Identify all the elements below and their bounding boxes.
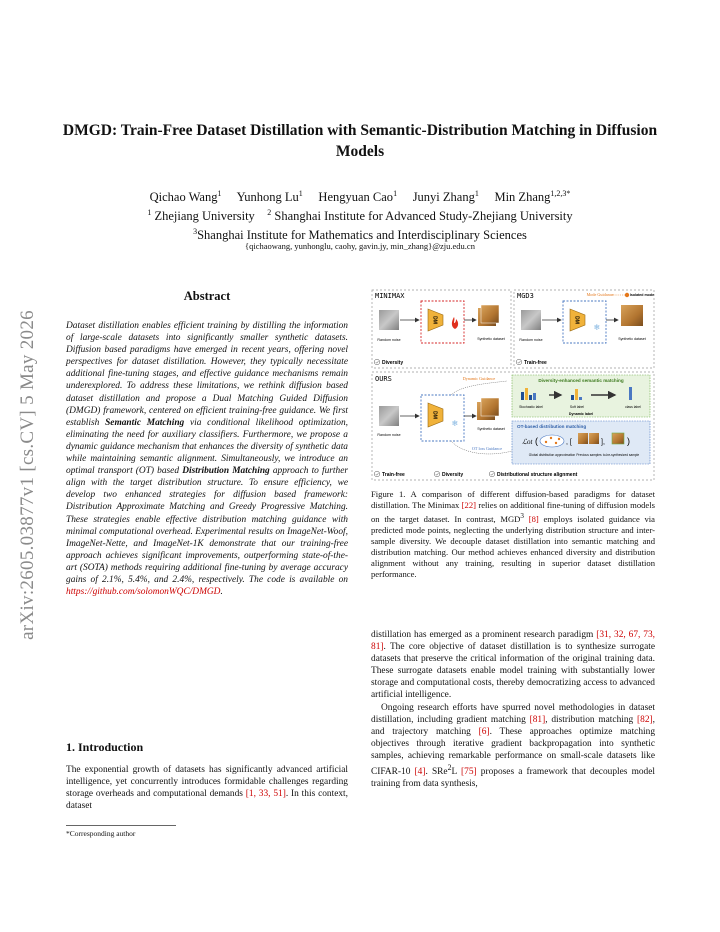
section-heading-introduction: 1. Introduction: [66, 740, 144, 754]
svg-text:DM: DM: [573, 316, 580, 324]
svg-text:class label: class label: [625, 405, 641, 409]
mode-guidance-label: Mode Guidance: [586, 292, 614, 297]
svg-text:(: (: [535, 436, 538, 446]
svg-text:, [: , [: [566, 439, 572, 446]
svg-text:Soft label: Soft label: [569, 405, 585, 409]
citation[interactable]: [8]: [528, 513, 539, 524]
affiliations-line-2: $^3$Shanghai Institute for Mathematics and Interdisciplinary Sciences: [193, 227, 527, 243]
panel-label-mgd3: MGD3: [517, 292, 534, 300]
svg-text:Train-free: Train-free: [524, 360, 547, 366]
citation[interactable]: [6]: [478, 726, 490, 737]
svg-text:],: ],: [601, 439, 605, 446]
code-link[interactable]: https://github.com/solomonWQC/DMGD: [66, 587, 221, 598]
svg-text:Diversity: Diversity: [382, 360, 404, 366]
svg-text:Train-free: Train-free: [382, 472, 405, 478]
svg-text:Stochastic label: Stochastic label: [519, 405, 543, 409]
ot-loss-symbol: ℒot: [522, 438, 533, 446]
svg-text:Diversity: Diversity: [442, 472, 464, 478]
check-icon: [374, 359, 380, 365]
svg-text:Isolated mode: Isolated mode: [629, 293, 655, 297]
arxiv-side-stamp: [14, 265, 42, 685]
svg-text:Random noise: Random noise: [519, 338, 543, 342]
svg-text:Global distribution approximat: Global distribution approximation: [528, 453, 576, 457]
panel-label-minimax: MINIMAX: [375, 292, 405, 300]
synthetic-dataset-label: Synthetic dataset: [477, 337, 505, 341]
svg-text:Distributional structure align: Distributional structure alignment: [497, 472, 578, 478]
author-names: Qichao Wang$^1$ Yunhong Lu$^1$ Hengyuan Cao$^1$ Junyi Zhang$^1$ Min Zhang$^{1,2,3*}$: [149, 189, 571, 205]
citation[interactable]: [4]: [414, 767, 426, 778]
dynamic-guidance-label: Dynamic Guidance: [462, 376, 496, 381]
arxiv-identifier: arXiv:2605.03877v1 [cs.CV] 5 May 2026: [17, 310, 38, 640]
svg-text:DM: DM: [431, 411, 438, 419]
svg-text:OT-based distribution matching: OT-based distribution matching: [517, 424, 587, 429]
mode-point: [625, 293, 629, 297]
fire-icon: [452, 317, 458, 329]
random-noise-image: [379, 310, 399, 330]
author-emails: {qichaowang, yunhonglu, caohy, gavin.jy, min_zhang}@zju.edu.cn: [245, 241, 475, 251]
footnote-corresponding-author: *Corresponding author: [66, 829, 136, 838]
paper-title: DMGD: Train-Free Dataset Distillation with Semantic-Distribution Matching in Diffusion Models: [62, 122, 658, 160]
svg-text:Diversity-enhanced semantic ma: Diversity-enhanced semantic matching: [538, 378, 624, 383]
svg-text:Synthetic dataset: Synthetic dataset: [618, 337, 646, 341]
citation[interactable]: [31, 32, 67, 73, 81]: [371, 630, 656, 653]
citation[interactable]: [82]: [637, 714, 653, 725]
svg-text:DM: DM: [431, 316, 438, 324]
abstract-heading: Abstract: [183, 289, 231, 303]
svg-text:Previous samples: Previous samples: [576, 453, 602, 457]
ot-loss-guidance-label: OT loss Guidance: [471, 446, 503, 451]
svg-text:Random noise: Random noise: [377, 433, 401, 437]
footnote-rule: [66, 825, 176, 826]
right-column-text: distillation has emerged as a prominent research paradigm [31, 32, 67, 73, 81]. The core objective of dataset distillation is to synthesize surrogate datasets that preserve the critical information of the original training data. These surrogate datasets enable model training with substantially lower storage and computational costs, thereby democratizing access to advanced artificial intelligence. Ongoing research efforts have spurred novel methodologies in dataset distillation, including gradient matching [81], distribution matching [82], and trajectory matching [6]. These approaches optimize matching objectives through iterative gradient backpropagation into synthetic samples, achieving remarkable performance on small-scale datasets like CIFAR-10 [4]. SRe$^2$L [75] proposes a framework that decouples model training from data synthesis,: [371, 630, 656, 790]
svg-text:Synthetic dataset: Synthetic dataset: [477, 427, 505, 431]
svg-text:❄: ❄: [451, 419, 459, 428]
snowflake-icon: ❄: [593, 323, 601, 332]
svg-text:to-be-synthesized sample: to-be-synthesized sample: [602, 453, 640, 457]
citation[interactable]: [81]: [529, 714, 546, 725]
figure-1-caption: Figure 1. A comparison of different diffusion-based paradigms for dataset distillation. The Minimax [22] relies on additional fine-tuning of diffusion models on the target dataset. In contrast, MGD$^3$ [8] employs isolated guidance via predicted mode points, neglecting the underlying distribution structure and inter-sample diversity. We decouple dataset distillation into semantic matching and distribution matching. Our method achieves enhanced diversity and distribution alignment without any training, resulting in superior dataset distillation performance.: [371, 489, 655, 579]
abstract-body: Dataset distillation enables efficient training by distilling the information of large-scale datasets into significantly smaller synthetic datasets. Diffusion based paradigms have emerged in recent years, offering novel perspectives for dataset distillation. However, they typically necessitate additional fine-tuning stages, and effective guidance mechanisms remain underexplored. To address these limitations, we rethink diffusion based dataset distillation and propose a Dual Matching Guided Diffusion (DMGD) framework, centered on efficient training-free guidance. We first establish Semantic Matching via conditional likelihood optimization, eliminating the need for auxiliary classifiers. Furthermore, we propose a dynamic guidance mechanism that enhances the diversity of synthetic data while maintaining semantic alignment. Simultaneously, we introduce an optimal transport (OT) based Distribution Matching approach to further align with the target distribution structure. To ensure efficiency, we develop two enhanced strategies for diffusion based framework: Distribution Approximate Matching and Greedy Progressive Matching. These strategies enable effective distribution matching guidance with minimal computational overhead. Experimental results on ImageNet-Woof, ImageNet-Nette, and ImageNet-1K demonstrate that our training-free approach achieves significant improvements, outperforming state-of-the-art (SOTA) methods requiring additional fine-tuning by average accuracy gains of 2.1%, 5.4%, and 2.4%, respectively. The code is available on https://github.com/solomonWQC/DMGD.: [66, 321, 349, 598]
author-block: [60, 186, 660, 243]
affiliations-line-1: $^1$ Zhejiang University $^2$ Shanghai Institute for Advanced Study-Zhejiang University: [147, 208, 573, 224]
svg-text:Dynamic label: Dynamic label: [568, 412, 594, 416]
citation[interactable]: [22]: [461, 500, 476, 510]
citation[interactable]: [75]: [461, 767, 477, 778]
panel-label-ours: OURS: [375, 375, 392, 383]
introduction-text: The exponential growth of datasets has significantly advanced artificial intelligence, yet concurrently introduces formidable challenges regarding storage overheads and computational demands [1, 33, 51]. In this context, dataset: [66, 765, 349, 812]
citation[interactable]: [1, 33, 51]: [245, 789, 286, 800]
figure-1-diagram: [371, 289, 655, 481]
svg-text:): ): [627, 436, 630, 446]
random-noise-label: Random noise: [377, 338, 401, 342]
